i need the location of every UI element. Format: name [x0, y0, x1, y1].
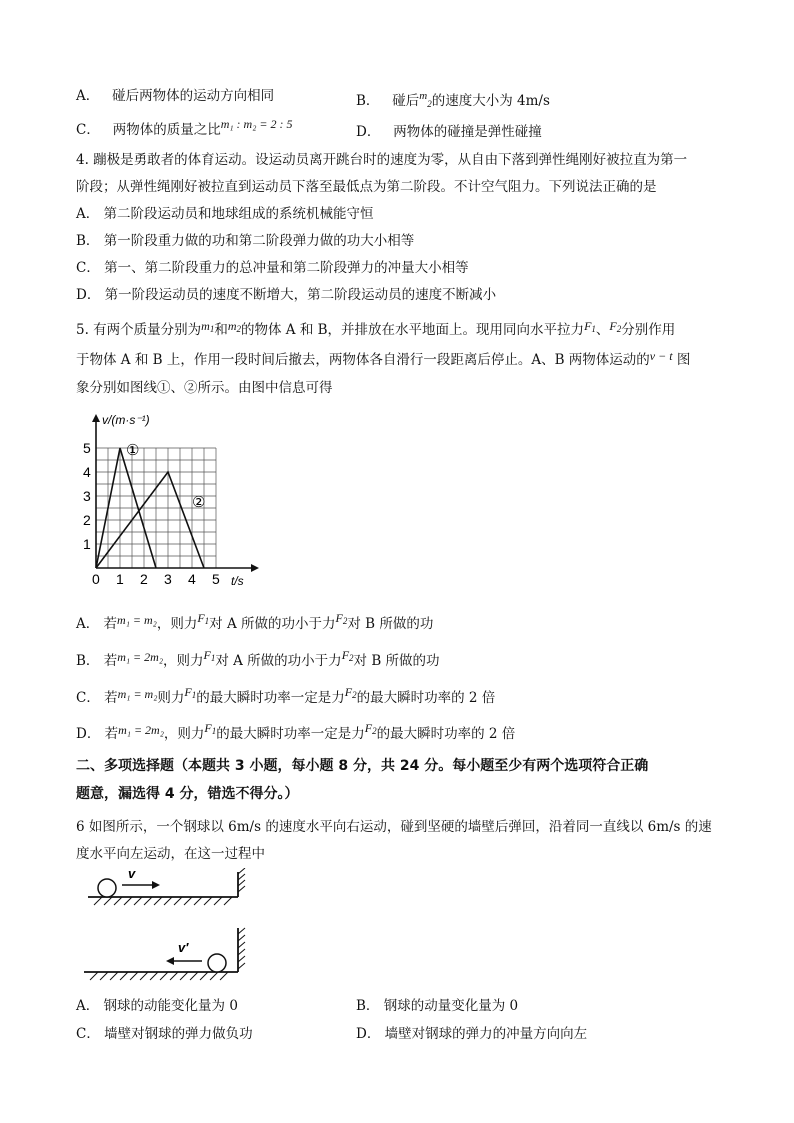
q5-stem-line1 [76, 320, 675, 343]
option-label: D． [356, 124, 381, 140]
stem-text: 和 [214, 322, 228, 338]
math-f1: $F_1$ [204, 721, 217, 736]
option-label: C． [76, 122, 100, 138]
q5-option-d [76, 721, 516, 747]
q5-option-b [76, 648, 440, 674]
floor-top-hatch [94, 897, 232, 905]
option-text: 对 B 所做的功 [353, 653, 440, 669]
option-text-pre: 碰后 [392, 93, 420, 109]
stem-text: 、 [595, 322, 610, 338]
q4-option-c: C． 第一、第二阶段重力的总冲量和第二阶段弹力的冲量大小相等 [76, 260, 469, 276]
velocity-label-v: v [128, 868, 136, 881]
math-formula: m₁ = m₂ [117, 687, 158, 701]
velocity-label-v-prime: v′ [178, 940, 189, 955]
option-text: 两物体的碰撞是弹性碰撞 [393, 124, 542, 140]
q6-option-d: D． 墙壁对钢球的弹力的冲量方向向左 [356, 1026, 588, 1042]
q6-option-c: C． 墙壁对钢球的弹力做负功 [76, 1026, 253, 1042]
option-text: 的最大瞬时功率的 2 倍 [376, 726, 516, 742]
velocity-arrowhead-left [166, 957, 174, 965]
q3-option-a [76, 86, 274, 106]
wall-top-hatch [238, 868, 245, 892]
option-text-post: 的速度大小为 4m/s [431, 93, 550, 109]
math-f2: $F_2$ [344, 685, 357, 700]
option-text: D． 若 [76, 726, 119, 742]
math-f2: $F_2$ [364, 721, 377, 736]
option-text: B． 若 [76, 653, 118, 669]
q5-stem-line3: 象分别如图线①、②所示。由图中信息可得 [76, 380, 333, 396]
q3-option-c [76, 117, 293, 140]
steel-ball-top [98, 879, 116, 897]
y-tick-label: 1 [83, 536, 91, 552]
x-tick-label: 1 [116, 571, 124, 587]
y-tick-label: 2 [83, 512, 91, 528]
option-text: 则力 [157, 690, 185, 706]
series-label-2: ② [192, 494, 206, 511]
math-f2: $F_2$ [341, 648, 354, 663]
q6-option-a: A． 钢球的动能变化量为 0 [76, 998, 238, 1014]
y-tick-label: 5 [83, 440, 91, 456]
q6-stem-line2: 度水平向左运动，在这一过程中 [76, 846, 265, 862]
vt-graph [76, 410, 276, 590]
stem-text: 图 [672, 352, 691, 368]
option-text: ，则力 [163, 653, 204, 669]
q4-stem-line1: 4. 蹦极是勇敢者的体育运动。设运动员离开跳台时的速度为零，从自由下落到弹性绳刚好被拉直为第一 [76, 152, 688, 168]
math-f2: $F_2$ [335, 611, 348, 626]
series-label-1: ① [126, 442, 140, 459]
x-axis-arrow [251, 564, 259, 572]
math-f1: $F_1$ [584, 319, 596, 334]
math-formula: m₁ = 2m₂ [118, 723, 164, 737]
option-text: 的最大瞬时功率一定是力 [196, 690, 345, 706]
option-text: 的最大瞬时功率的 2 倍 [356, 690, 496, 706]
option-text: A． 若 [76, 616, 118, 632]
math-f1: $F_1$ [184, 685, 197, 700]
q5-option-c [76, 685, 496, 711]
ball-wall-diagram [80, 868, 260, 986]
option-text: 两物体的质量之比 [112, 122, 221, 138]
option-text: 对 A 所做的功小于力 [209, 616, 336, 632]
x-tick-label: 0 [92, 571, 100, 587]
math-formula: m₁ = m₂ [117, 613, 157, 627]
option-label: B． [356, 93, 380, 109]
stem-text: 分别作用 [621, 322, 676, 338]
option-text: 的最大瞬时功率一定是力 [216, 726, 365, 742]
math-m2: $m_2$ [419, 90, 432, 109]
stem-text: 于物体 A 和 B 上，作用一段时间后撤去，两物体各自滑行一段距离后停止。A、B 两物体运动的 [76, 352, 650, 368]
option-text: ，则力 [163, 726, 205, 742]
stem-text: 的物体 A 和 B，并排放在水平地面上。现用同向水平拉力 [241, 322, 585, 338]
q6-stem-line1: 6 如图所示，一个钢球以 6m/s 的速度水平向右运动，碰到坚硬的墙壁后弹回，沿着同一直线以 6m/s 的速 [76, 819, 712, 835]
x-tick-label: 2 [140, 571, 148, 587]
wall-bottom-hatch [238, 928, 245, 969]
y-tick-label: 4 [83, 464, 91, 480]
math-f1: $F_1$ [197, 611, 210, 626]
x-tick-label: 4 [188, 571, 196, 587]
option-text: C． 若 [76, 690, 118, 706]
option-label: A． [76, 88, 100, 104]
q4-option-d: D． 第一阶段运动员的速度不断增大，第二阶段运动员的速度不断减小 [76, 287, 497, 303]
x-axis-label: t/s [231, 574, 244, 588]
section2-heading-line1: 二、多项选择题（本题共 3 小题，每小题 8 分，共 24 分。每小题至少有两个选项符合正确 [76, 758, 649, 774]
math-f2: $F_2$ [609, 319, 622, 334]
q6-option-b: B． 钢球的动量变化量为 0 [356, 998, 519, 1014]
y-axis-arrow [92, 414, 100, 422]
math-formula: m₁ = 2m₂ [117, 650, 163, 664]
section2-heading-line2: 题意，漏选得 4 分，错选不得分。） [76, 786, 299, 802]
option-text: 对 B 所做的功 [347, 616, 434, 632]
math-m2: $m_2$ [227, 319, 242, 334]
q4-stem-line2: 阶段；从弹性绳刚好被拉直到运动员下落至最低点为第二阶段。不计空气阻力。下列说法正确的是 [76, 179, 657, 195]
option-text: 对 A 所做的功小于力 [215, 653, 342, 669]
q4-option-b: B． 第一阶段重力做的功和第二阶段弹力做的功大小相等 [76, 233, 415, 249]
q5-stem-line2 [76, 350, 690, 370]
stem-text: 5. 有两个质量分别为 [76, 322, 202, 338]
q3-option-b [356, 86, 550, 114]
floor-bottom-hatch [90, 972, 228, 980]
math-f1: $F_1$ [203, 648, 216, 663]
q4-option-a: A． 第二阶段运动员和地球组成的系统机械能守恒 [76, 206, 374, 222]
option-text: ，则力 [156, 616, 198, 632]
y-axis-label: v/(m·s⁻¹) [102, 413, 150, 427]
y-tick-label: 3 [83, 488, 91, 504]
x-tick-label: 5 [212, 571, 220, 587]
math-vt: v − t [649, 349, 673, 363]
math-m1: $m_1$ [201, 319, 215, 334]
option-text: 碰后两物体的运动方向相同 [112, 88, 275, 104]
steel-ball-bottom [208, 954, 226, 972]
x-tick-label: 3 [164, 571, 172, 587]
velocity-arrowhead-right [152, 881, 160, 889]
mass-ratio-formula: m₁ : m₂ = 2 : 5 [220, 117, 293, 131]
q3-option-d [356, 122, 542, 142]
q5-option-a [76, 611, 434, 637]
